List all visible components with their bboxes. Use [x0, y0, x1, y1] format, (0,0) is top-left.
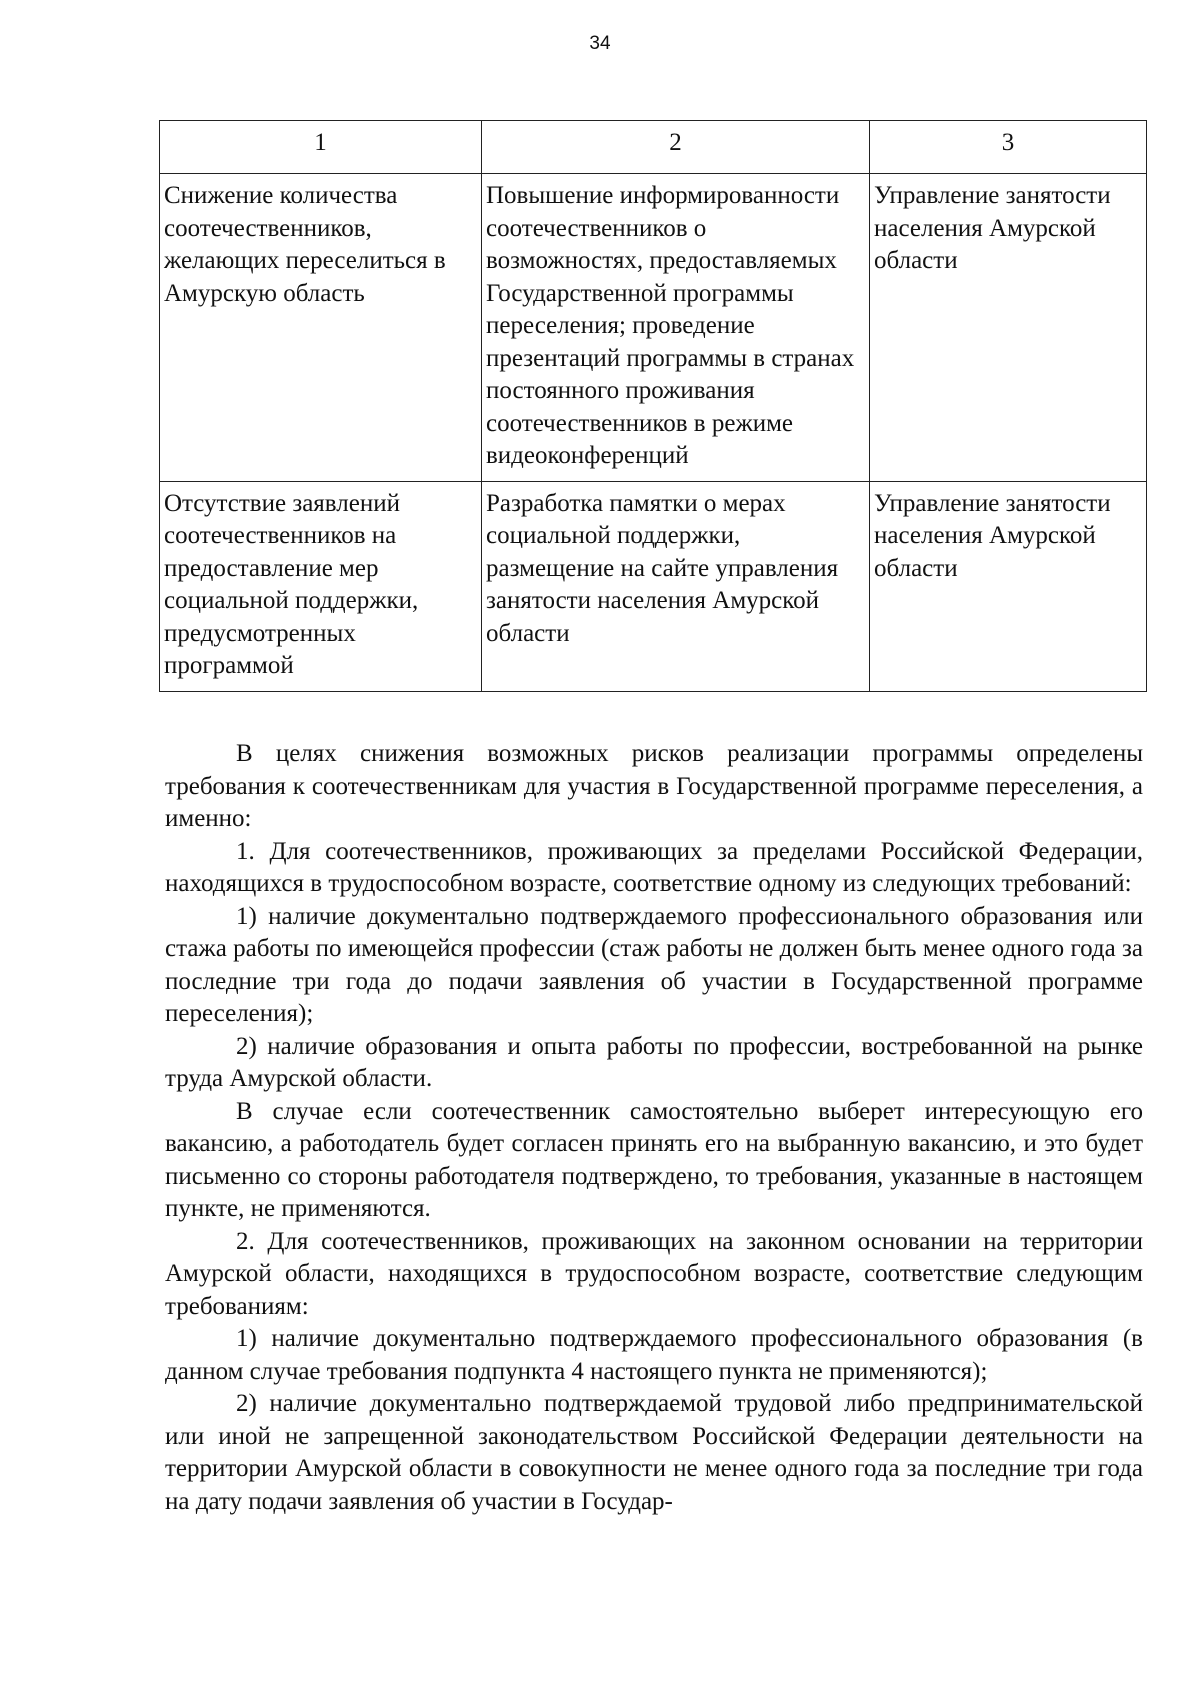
- paragraph: 2. Для соотечественников, проживающих на законном основании на территории Амурской области, находящихся в трудоспособном возрасте, соответствие следующим требованиям:: [165, 1227, 1143, 1320]
- table-header-cell: 3: [870, 121, 1147, 174]
- risk-cell: Отсутствие заявлений соотечественников на предоставление мер социальной поддержки, предусмотренных программой: [160, 481, 482, 691]
- risk-cell: Снижение количества соотечественников, желающих переселиться в Амурскую область: [160, 174, 482, 482]
- table-row: [160, 481, 1147, 691]
- responsible-cell: Управление занятости населения Амурской области: [870, 174, 1147, 482]
- paragraph: В целях снижения возможных рисков реализации программы определены требования к соотечественникам для участия в Государственной программе переселения, а именно:: [165, 740, 1143, 832]
- table-header-cell: 1: [160, 121, 482, 174]
- body-text: [165, 738, 1143, 1518]
- measure-cell: Разработка памятки о мерах социальной поддержки, размещение на сайте управления занятости населения Амурской области: [482, 481, 870, 691]
- paragraph: 1) наличие документально подтверждаемого профессионального образования или стажа работы по имеющейся профессии (стаж работы не должен быть менее одного года за последние три года до подачи заявления об участии в Государственной программе переселения);: [165, 902, 1143, 1027]
- paragraph: 2) наличие образования и опыта работы по профессии, востребованной на рынке труда Амурской области.: [165, 1032, 1143, 1092]
- responsible-cell: Управление занятости населения Амурской области: [870, 481, 1147, 691]
- paragraph: В случае если соотечественник самостоятельно выберет интересующую его вакансию, а работодатель будет согласен принять его на выбранную вакансию, и это будет письменно со стороны работодателя подтверждено, то требования, указанные в настоящем пункте, не применяются.: [165, 1097, 1143, 1222]
- page-number: 34: [589, 33, 611, 54]
- table-header-row: [160, 121, 1147, 174]
- measure-cell: Повышение информированности соотечественников о возможностях, предоставляемых Государственной программы переселения; проведение презентаций программы в странах постоянного проживания соотечественников в режиме видеоконференций: [482, 174, 870, 482]
- risk-table: [159, 120, 1147, 692]
- paragraph: 1) наличие документально подтверждаемого профессионального образования (в данном случае требования подпункта 4 настоящего пункта не применяются);: [165, 1325, 1143, 1385]
- paragraph: 1. Для соотечественников, проживающих за пределами Российской Федерации, находящихся в трудоспособном возрасте, соответствие одному из следующих требований:: [165, 837, 1143, 897]
- table-header-cell: 2: [482, 121, 870, 174]
- paragraph: 2) наличие документально подтверждаемой трудовой либо предпринимательской или иной не запрещенной законодательством Российской Федерации деятельности на территории Амурской области в совокупности не менее одного года за последние три года на дату подачи заявления об участии в Государ-: [165, 1390, 1143, 1515]
- table-row: [160, 174, 1147, 482]
